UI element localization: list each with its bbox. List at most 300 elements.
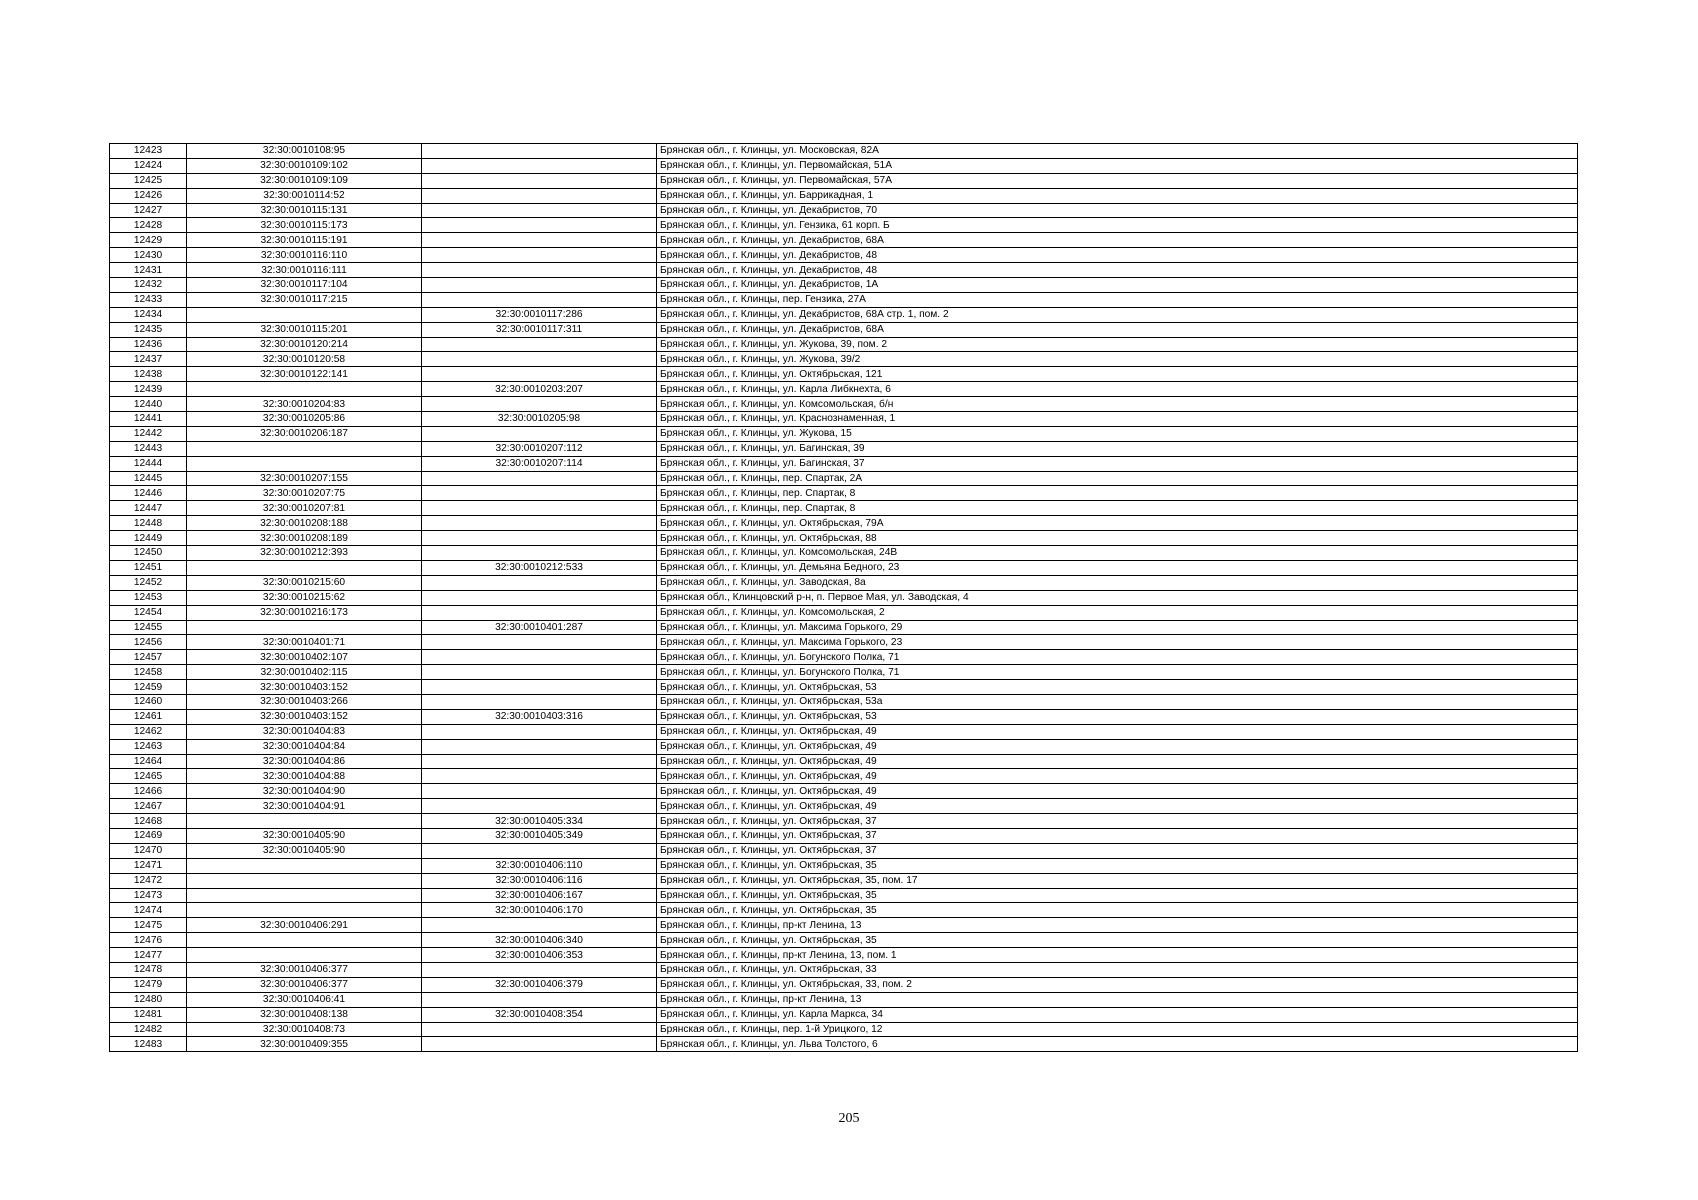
address-cell: Брянская обл., г. Клинцы, ул. Максима Горького, 23 [657, 635, 1578, 650]
table-row [110, 694, 1578, 709]
building-cadastral-number-cell [422, 531, 657, 546]
building-cadastral-number-cell [422, 650, 657, 665]
record-number-cell: 12470 [110, 843, 187, 858]
land-cadastral-number-cell: 32:30:0010115:173 [187, 218, 422, 233]
land-cadastral-number-cell: 32:30:0010401:71 [187, 635, 422, 650]
building-cadastral-number-cell: 32:30:0010406:353 [422, 948, 657, 963]
land-cadastral-number-cell: 32:30:0010207:155 [187, 471, 422, 486]
building-cadastral-number-cell: 32:30:0010117:286 [422, 307, 657, 322]
land-cadastral-number-cell [187, 620, 422, 635]
record-number-cell: 12461 [110, 709, 187, 724]
building-cadastral-number-cell [422, 769, 657, 784]
record-number-cell: 12447 [110, 501, 187, 516]
address-cell: Брянская обл., г. Клинцы, ул. Октябрьская, 35, пом. 17 [657, 873, 1578, 888]
building-cadastral-number-cell: 32:30:0010117:311 [422, 322, 657, 337]
building-cadastral-number-cell [422, 992, 657, 1007]
address-cell: Брянская обл., г. Клинцы, ул. Декабристов, 68А [657, 233, 1578, 248]
table-row [110, 724, 1578, 739]
building-cadastral-number-cell [422, 962, 657, 977]
record-number-cell: 12477 [110, 948, 187, 963]
table-row [110, 441, 1578, 456]
address-cell: Брянская обл., г. Клинцы, ул. Октябрьская, 33 [657, 962, 1578, 977]
record-number-cell: 12445 [110, 471, 187, 486]
table-row [110, 352, 1578, 367]
land-cadastral-number-cell: 32:30:0010115:191 [187, 233, 422, 248]
address-cell: Брянская обл., г. Клинцы, ул. Октябрьская, 37 [657, 828, 1578, 843]
land-cadastral-number-cell: 32:30:0010405:90 [187, 828, 422, 843]
building-cadastral-number-cell: 32:30:0010405:334 [422, 814, 657, 829]
table-row [110, 382, 1578, 397]
land-cadastral-number-cell: 32:30:0010402:107 [187, 650, 422, 665]
record-number-cell: 12436 [110, 337, 187, 352]
building-cadastral-number-cell [422, 694, 657, 709]
record-number-cell: 12442 [110, 426, 187, 441]
land-cadastral-number-cell [187, 814, 422, 829]
record-number-cell: 12431 [110, 263, 187, 278]
record-number-cell: 12439 [110, 382, 187, 397]
building-cadastral-number-cell [422, 248, 657, 263]
record-number-cell: 12476 [110, 933, 187, 948]
building-cadastral-number-cell [422, 1037, 657, 1052]
record-number-cell: 12474 [110, 903, 187, 918]
table-row [110, 739, 1578, 754]
land-cadastral-number-cell: 32:30:0010408:73 [187, 1022, 422, 1037]
address-cell: Брянская обл., г. Клинцы, ул. Заводская, 8а [657, 575, 1578, 590]
address-cell: Брянская обл., г. Клинцы, ул. Октябрьская, 79А [657, 516, 1578, 531]
record-number-cell: 12437 [110, 352, 187, 367]
land-cadastral-number-cell: 32:30:0010402:115 [187, 665, 422, 680]
address-cell: Брянская обл., г. Клинцы, пер. Спартак, 8 [657, 501, 1578, 516]
building-cadastral-number-cell [422, 173, 657, 188]
building-cadastral-number-cell [422, 501, 657, 516]
record-number-cell: 12446 [110, 486, 187, 501]
land-cadastral-number-cell: 32:30:0010404:90 [187, 784, 422, 799]
record-number-cell: 12469 [110, 828, 187, 843]
table-row [110, 858, 1578, 873]
land-cadastral-number-cell: 32:30:0010216:173 [187, 605, 422, 620]
land-cadastral-number-cell: 32:30:0010406:377 [187, 977, 422, 992]
building-cadastral-number-cell [422, 843, 657, 858]
land-cadastral-number-cell: 32:30:0010120:58 [187, 352, 422, 367]
address-cell: Брянская обл., г. Клинцы, ул. Декабристов, 70 [657, 203, 1578, 218]
page-number: 205 [838, 1111, 860, 1126]
land-cadastral-number-cell [187, 560, 422, 575]
building-cadastral-number-cell [422, 158, 657, 173]
address-cell: Брянская обл., г. Клинцы, ул. Октябрьская, 49 [657, 799, 1578, 814]
table-row [110, 188, 1578, 203]
land-cadastral-number-cell: 32:30:0010204:83 [187, 397, 422, 412]
table-row [110, 367, 1578, 382]
building-cadastral-number-cell [422, 605, 657, 620]
table-row [110, 605, 1578, 620]
address-cell: Брянская обл., г. Клинцы, ул. Декабристов, 48 [657, 263, 1578, 278]
building-cadastral-number-cell [422, 471, 657, 486]
record-number-cell: 12426 [110, 188, 187, 203]
address-cell: Брянская обл., г. Клинцы, пер. Спартак, 2А [657, 471, 1578, 486]
record-number-cell: 12482 [110, 1022, 187, 1037]
land-cadastral-number-cell: 32:30:0010207:75 [187, 486, 422, 501]
record-number-cell: 12429 [110, 233, 187, 248]
building-cadastral-number-cell: 32:30:0010406:170 [422, 903, 657, 918]
land-cadastral-number-cell: 32:30:0010117:104 [187, 278, 422, 293]
table-row [110, 1022, 1578, 1037]
record-number-cell: 12454 [110, 605, 187, 620]
building-cadastral-number-cell: 32:30:0010408:354 [422, 1007, 657, 1022]
address-cell: Брянская обл., г. Клинцы, ул. Богунского Полка, 71 [657, 665, 1578, 680]
address-cell: Брянская обл., г. Клинцы, ул. Октябрьская, 35 [657, 858, 1578, 873]
land-cadastral-number-cell: 32:30:0010208:188 [187, 516, 422, 531]
table-row [110, 873, 1578, 888]
land-cadastral-number-cell: 32:30:0010122:141 [187, 367, 422, 382]
building-cadastral-number-cell [422, 426, 657, 441]
address-cell: Брянская обл., г. Клинцы, ул. Октябрьская, 121 [657, 367, 1578, 382]
table-row [110, 546, 1578, 561]
building-cadastral-number-cell [422, 918, 657, 933]
table-row [110, 888, 1578, 903]
building-cadastral-number-cell [422, 218, 657, 233]
land-cadastral-number-cell: 32:30:0010403:152 [187, 709, 422, 724]
land-cadastral-number-cell: 32:30:0010406:41 [187, 992, 422, 1007]
record-number-cell: 12428 [110, 218, 187, 233]
record-number-cell: 12465 [110, 769, 187, 784]
address-cell: Брянская обл., г. Клинцы, ул. Московская, 82А [657, 144, 1578, 159]
address-cell: Брянская обл., г. Клинцы, ул. Октябрьская, 49 [657, 739, 1578, 754]
table-row [110, 962, 1578, 977]
building-cadastral-number-cell: 32:30:0010212:533 [422, 560, 657, 575]
address-cell: Брянская обл., г. Клинцы, ул. Октябрьская, 49 [657, 784, 1578, 799]
table-row [110, 590, 1578, 605]
table-row [110, 292, 1578, 307]
land-cadastral-number-cell [187, 888, 422, 903]
record-number-cell: 12481 [110, 1007, 187, 1022]
land-cadastral-number-cell: 32:30:0010207:81 [187, 501, 422, 516]
address-cell: Брянская обл., г. Клинцы, ул. Октябрьская, 35 [657, 888, 1578, 903]
land-cadastral-number-cell: 32:30:0010109:109 [187, 173, 422, 188]
building-cadastral-number-cell [422, 233, 657, 248]
address-cell: Брянская обл., г. Клинцы, ул. Октябрьская, 88 [657, 531, 1578, 546]
building-cadastral-number-cell: 32:30:0010406:340 [422, 933, 657, 948]
building-cadastral-number-cell [422, 367, 657, 382]
table-row [110, 218, 1578, 233]
building-cadastral-number-cell [422, 1022, 657, 1037]
table-row [110, 248, 1578, 263]
land-cadastral-number-cell: 32:30:0010109:102 [187, 158, 422, 173]
table-row [110, 486, 1578, 501]
land-cadastral-number-cell [187, 903, 422, 918]
table-row [110, 680, 1578, 695]
record-number-cell: 12443 [110, 441, 187, 456]
land-cadastral-number-cell: 32:30:0010404:86 [187, 754, 422, 769]
table-row [110, 977, 1578, 992]
building-cadastral-number-cell: 32:30:0010405:349 [422, 828, 657, 843]
address-cell: Брянская обл., г. Клинцы, ул. Октябрьская, 37 [657, 814, 1578, 829]
record-number-cell: 12467 [110, 799, 187, 814]
address-cell: Брянская обл., г. Клинцы, ул. Декабристов, 1А [657, 278, 1578, 293]
address-cell: Брянская обл., г. Клинцы, ул. Жукова, 39, пом. 2 [657, 337, 1578, 352]
building-cadastral-number-cell: 32:30:0010207:114 [422, 456, 657, 471]
table-row [110, 158, 1578, 173]
building-cadastral-number-cell [422, 590, 657, 605]
table-row [110, 828, 1578, 843]
record-number-cell: 12434 [110, 307, 187, 322]
building-cadastral-number-cell [422, 278, 657, 293]
address-cell: Брянская обл., г. Клинцы, ул. Декабристов, 48 [657, 248, 1578, 263]
land-cadastral-number-cell: 32:30:0010120:214 [187, 337, 422, 352]
land-cadastral-number-cell: 32:30:0010205:86 [187, 412, 422, 427]
land-cadastral-number-cell: 32:30:0010404:91 [187, 799, 422, 814]
building-cadastral-number-cell [422, 724, 657, 739]
address-cell: Брянская обл., г. Клинцы, ул. Октябрьская, 53 [657, 680, 1578, 695]
table-row [110, 903, 1578, 918]
address-cell: Брянская обл., г. Клинцы, ул. Первомайская, 51А [657, 158, 1578, 173]
record-number-cell: 12444 [110, 456, 187, 471]
table-row [110, 426, 1578, 441]
land-cadastral-number-cell: 32:30:0010206:187 [187, 426, 422, 441]
land-cadastral-number-cell: 32:30:0010108:95 [187, 144, 422, 159]
building-cadastral-number-cell [422, 739, 657, 754]
record-number-cell: 12438 [110, 367, 187, 382]
building-cadastral-number-cell [422, 784, 657, 799]
address-cell: Брянская обл., г. Клинцы, ул. Богунского Полка, 71 [657, 650, 1578, 665]
address-cell: Брянская обл., г. Клинцы, пер. Гензика, 27А [657, 292, 1578, 307]
address-cell: Брянская обл., г. Клинцы, ул. Баррикадная, 1 [657, 188, 1578, 203]
table-row [110, 471, 1578, 486]
record-number-cell: 12448 [110, 516, 187, 531]
land-cadastral-number-cell [187, 948, 422, 963]
building-cadastral-number-cell: 32:30:0010401:287 [422, 620, 657, 635]
record-number-cell: 12432 [110, 278, 187, 293]
address-cell: Брянская обл., г. Клинцы, ул. Карла Маркса, 34 [657, 1007, 1578, 1022]
record-number-cell: 12455 [110, 620, 187, 635]
building-cadastral-number-cell: 32:30:0010205:98 [422, 412, 657, 427]
address-cell: Брянская обл., г. Клинцы, ул. Багинская, 37 [657, 456, 1578, 471]
table-row [110, 397, 1578, 412]
table-row [110, 233, 1578, 248]
land-cadastral-number-cell: 32:30:0010405:90 [187, 843, 422, 858]
record-number-cell: 12473 [110, 888, 187, 903]
address-cell: Брянская обл., г. Клинцы, ул. Октябрьская, 33, пом. 2 [657, 977, 1578, 992]
building-cadastral-number-cell [422, 263, 657, 278]
table-row [110, 322, 1578, 337]
table-row [110, 263, 1578, 278]
record-number-cell: 12471 [110, 858, 187, 873]
table-row [110, 531, 1578, 546]
table-row [110, 635, 1578, 650]
land-cadastral-number-cell: 32:30:0010406:377 [187, 962, 422, 977]
building-cadastral-number-cell: 32:30:0010406:116 [422, 873, 657, 888]
record-number-cell: 12450 [110, 546, 187, 561]
address-cell: Брянская обл., г. Клинцы, ул. Октябрьская, 35 [657, 933, 1578, 948]
address-cell: Брянская обл., г. Клинцы, ул. Октябрьская, 49 [657, 754, 1578, 769]
address-cell: Брянская обл., г. Клинцы, ул. Декабристов, 68А [657, 322, 1578, 337]
building-cadastral-number-cell: 32:30:0010403:316 [422, 709, 657, 724]
land-cadastral-number-cell: 32:30:0010404:88 [187, 769, 422, 784]
address-cell: Брянская обл., г. Клинцы, ул. Первомайская, 57А [657, 173, 1578, 188]
address-cell: Брянская обл., г. Клинцы, ул. Краснознаменная, 1 [657, 412, 1578, 427]
building-cadastral-number-cell: 32:30:0010203:207 [422, 382, 657, 397]
record-number-cell: 12456 [110, 635, 187, 650]
land-cadastral-number-cell: 32:30:0010404:83 [187, 724, 422, 739]
building-cadastral-number-cell [422, 546, 657, 561]
table-row [110, 516, 1578, 531]
table-row [110, 992, 1578, 1007]
record-number-cell: 12427 [110, 203, 187, 218]
address-cell: Брянская обл., г. Клинцы, пр-кт Ленина, 13 [657, 992, 1578, 1007]
table-row [110, 144, 1578, 159]
table-row [110, 784, 1578, 799]
table-row [110, 948, 1578, 963]
table-row [110, 560, 1578, 575]
building-cadastral-number-cell: 32:30:0010207:112 [422, 441, 657, 456]
registry-table-body [110, 144, 1578, 1052]
address-cell: Брянская обл., г. Клинцы, ул. Комсомольская, б/н [657, 397, 1578, 412]
table-row [110, 799, 1578, 814]
record-number-cell: 12475 [110, 918, 187, 933]
table-row [110, 412, 1578, 427]
table-row [110, 650, 1578, 665]
land-cadastral-number-cell: 32:30:0010117:215 [187, 292, 422, 307]
address-cell: Брянская обл., г. Клинцы, пр-кт Ленина, 13 [657, 918, 1578, 933]
land-cadastral-number-cell: 32:30:0010114:52 [187, 188, 422, 203]
table-row [110, 307, 1578, 322]
address-cell: Брянская обл., г. Клинцы, ул. Максима Горького, 29 [657, 620, 1578, 635]
address-cell: Брянская обл., г. Клинцы, пр-кт Ленина, 13, пом. 1 [657, 948, 1578, 963]
land-cadastral-number-cell [187, 933, 422, 948]
land-cadastral-number-cell: 32:30:0010115:131 [187, 203, 422, 218]
record-number-cell: 12479 [110, 977, 187, 992]
record-number-cell: 12425 [110, 173, 187, 188]
record-number-cell: 12472 [110, 873, 187, 888]
address-cell: Брянская обл., г. Клинцы, ул. Октябрьская, 53а [657, 694, 1578, 709]
table-row [110, 278, 1578, 293]
building-cadastral-number-cell [422, 575, 657, 590]
record-number-cell: 12457 [110, 650, 187, 665]
record-number-cell: 12463 [110, 739, 187, 754]
address-cell: Брянская обл., г. Клинцы, ул. Октябрьская, 35 [657, 903, 1578, 918]
building-cadastral-number-cell: 32:30:0010406:167 [422, 888, 657, 903]
record-number-cell: 12468 [110, 814, 187, 829]
address-cell: Брянская обл., г. Клинцы, ул. Демьяна Бедного, 23 [657, 560, 1578, 575]
land-cadastral-number-cell [187, 382, 422, 397]
land-cadastral-number-cell: 32:30:0010403:152 [187, 680, 422, 695]
land-cadastral-number-cell: 32:30:0010208:189 [187, 531, 422, 546]
address-cell: Брянская обл., г. Клинцы, ул. Жукова, 39/2 [657, 352, 1578, 367]
land-cadastral-number-cell [187, 307, 422, 322]
record-number-cell: 12433 [110, 292, 187, 307]
record-number-cell: 12478 [110, 962, 187, 977]
building-cadastral-number-cell [422, 352, 657, 367]
building-cadastral-number-cell: 32:30:0010406:379 [422, 977, 657, 992]
record-number-cell: 12441 [110, 412, 187, 427]
record-number-cell: 12449 [110, 531, 187, 546]
record-number-cell: 12460 [110, 694, 187, 709]
building-cadastral-number-cell [422, 203, 657, 218]
land-cadastral-number-cell: 32:30:0010116:110 [187, 248, 422, 263]
address-cell: Брянская обл., г. Клинцы, пер. 1-й Урицкого, 12 [657, 1022, 1578, 1037]
land-cadastral-number-cell: 32:30:0010116:111 [187, 263, 422, 278]
table-row [110, 754, 1578, 769]
land-cadastral-number-cell [187, 456, 422, 471]
record-number-cell: 12453 [110, 590, 187, 605]
table-row [110, 456, 1578, 471]
record-number-cell: 12435 [110, 322, 187, 337]
table-row [110, 173, 1578, 188]
building-cadastral-number-cell [422, 397, 657, 412]
address-cell: Брянская обл., г. Клинцы, ул. Жукова, 15 [657, 426, 1578, 441]
address-cell: Брянская обл., г. Клинцы, ул. Октябрьская, 53 [657, 709, 1578, 724]
table-row [110, 709, 1578, 724]
table-row [110, 575, 1578, 590]
address-cell: Брянская обл., г. Клинцы, ул. Октябрьская, 49 [657, 769, 1578, 784]
table-row [110, 918, 1578, 933]
record-number-cell: 12440 [110, 397, 187, 412]
building-cadastral-number-cell [422, 516, 657, 531]
land-cadastral-number-cell: 32:30:0010406:291 [187, 918, 422, 933]
table-row [110, 337, 1578, 352]
building-cadastral-number-cell [422, 144, 657, 159]
table-row [110, 501, 1578, 516]
land-cadastral-number-cell: 32:30:0010215:62 [187, 590, 422, 605]
table-row [110, 1037, 1578, 1052]
table-row [110, 620, 1578, 635]
address-cell: Брянская обл., г. Клинцы, ул. Карла Либкнехта, 6 [657, 382, 1578, 397]
land-cadastral-number-cell: 32:30:0010404:84 [187, 739, 422, 754]
table-row [110, 933, 1578, 948]
record-number-cell: 12424 [110, 158, 187, 173]
land-cadastral-number-cell: 32:30:0010409:355 [187, 1037, 422, 1052]
building-cadastral-number-cell: 32:30:0010406:110 [422, 858, 657, 873]
address-cell: Брянская обл., г. Клинцы, ул. Комсомольская, 24В [657, 546, 1578, 561]
building-cadastral-number-cell [422, 799, 657, 814]
record-number-cell: 12464 [110, 754, 187, 769]
registry-table [109, 143, 1578, 1052]
record-number-cell: 12458 [110, 665, 187, 680]
record-number-cell: 12462 [110, 724, 187, 739]
table-row [110, 665, 1578, 680]
record-number-cell: 12452 [110, 575, 187, 590]
address-cell: Брянская обл., г. Клинцы, пер. Спартак, 8 [657, 486, 1578, 501]
address-cell: Брянская обл., г. Клинцы, ул. Багинская, 39 [657, 441, 1578, 456]
record-number-cell: 12466 [110, 784, 187, 799]
record-number-cell: 12480 [110, 992, 187, 1007]
address-cell: Брянская обл., г. Клинцы, ул. Льва Толстого, 6 [657, 1037, 1578, 1052]
land-cadastral-number-cell [187, 858, 422, 873]
address-cell: Брянская обл., Клинцовский р-н, п. Первое Мая, ул. Заводская, 4 [657, 590, 1578, 605]
address-cell: Брянская обл., г. Клинцы, ул. Октябрьская, 37 [657, 843, 1578, 858]
building-cadastral-number-cell [422, 337, 657, 352]
land-cadastral-number-cell: 32:30:0010115:201 [187, 322, 422, 337]
land-cadastral-number-cell: 32:30:0010212:393 [187, 546, 422, 561]
building-cadastral-number-cell [422, 486, 657, 501]
table-row [110, 843, 1578, 858]
building-cadastral-number-cell [422, 680, 657, 695]
land-cadastral-number-cell: 32:30:0010215:60 [187, 575, 422, 590]
address-cell: Брянская обл., г. Клинцы, ул. Декабристов, 68А стр. 1, пом. 2 [657, 307, 1578, 322]
address-cell: Брянская обл., г. Клинцы, ул. Октябрьская, 49 [657, 724, 1578, 739]
table-row [110, 769, 1578, 784]
record-number-cell: 12430 [110, 248, 187, 263]
record-number-cell: 12483 [110, 1037, 187, 1052]
address-cell: Брянская обл., г. Клинцы, ул. Комсомольская, 2 [657, 605, 1578, 620]
building-cadastral-number-cell [422, 754, 657, 769]
table-row [110, 1007, 1578, 1022]
table-row [110, 203, 1578, 218]
building-cadastral-number-cell [422, 665, 657, 680]
land-cadastral-number-cell [187, 873, 422, 888]
building-cadastral-number-cell [422, 635, 657, 650]
building-cadastral-number-cell [422, 188, 657, 203]
address-cell: Брянская обл., г. Клинцы, ул. Гензика, 61 корп. Б [657, 218, 1578, 233]
